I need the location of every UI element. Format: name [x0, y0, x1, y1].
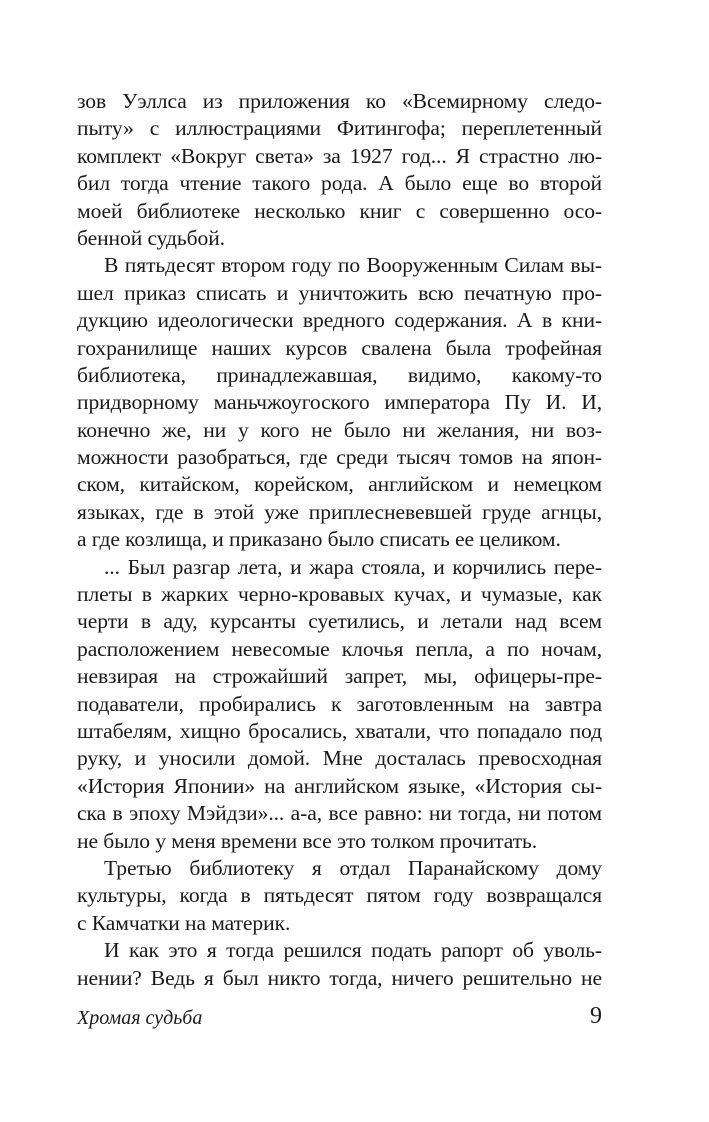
text-line: комплект «Вокруг света» за 1927 год... Я страстно лю- [77, 143, 602, 168]
text-line: черти в аду, курсанты суетились, и летали над всем [77, 609, 602, 634]
text-line: придворному маньчжоугоского императора Пу И. И, [77, 390, 602, 415]
text-line: Третью библиотеку я отдал Паранайскому дому [104, 855, 602, 880]
paragraph-4 [77, 855, 602, 937]
text-line: бил тогда чтение такого рода. А было еще во второй [77, 171, 602, 196]
text-line: невзирая на строжайший запрет, мы, офицеры-пре- [77, 664, 602, 689]
text-line: руку, и уносили домой. Мне досталась превосходная [77, 746, 602, 771]
paragraph-1 [77, 88, 602, 252]
paragraph-2 [77, 252, 602, 553]
text-line: бенной судьбой. [77, 225, 225, 250]
text-line: моей библиотеке несколько книг с совершенно осо- [77, 198, 602, 223]
text-line: ском, китайском, корейском, английском и немецком [77, 472, 602, 497]
paragraph-3 [77, 554, 602, 855]
text-line: гохранилище наших курсов свалена была трофейная [77, 335, 602, 360]
text-line: дукцию идеологически вредного содержания. А в кни- [77, 308, 602, 333]
text-line: «История Японии» на английском языке, «История сы- [77, 773, 602, 798]
text-line: подаватели, пробирались к заготовленным на завтра [77, 691, 602, 716]
text-line: зов Уэллса из приложения ко «Всемирному следо- [77, 89, 602, 113]
text-line: нении? Ведь я был никто тогда, ничего решительно не [77, 965, 602, 990]
text-line: расположением невесомые клочья пепла, а по ночам, [77, 636, 602, 661]
text-line: конечно же, ни у кого не было ни желания, ни воз- [77, 417, 602, 442]
text-line: культуры, когда в пятьдесят пятом году возвращался [77, 883, 602, 908]
paragraph-5 [77, 937, 602, 992]
text-line: языках, где в этой уже приплесневевшей груде агнцы, [77, 499, 602, 524]
text-line: не было у меня времени все это толком прочитать. [77, 828, 538, 853]
text-line: ... Был разгар лета, и жара стояла, и корчились пере- [104, 554, 602, 579]
text-line: плеты в жарких черно-кровавых кучах, и чумазые, как [77, 582, 602, 607]
text-line: а где козлища, и приказано было списать ее целиком. [77, 527, 561, 552]
text-line: библиотека, принадлежавшая, видимо, какому-то [77, 362, 602, 387]
text-line: И как это я тогда решился подать рапорт об уволь- [104, 938, 602, 963]
text-line: пыту» с иллюстрациями Фитингофа; переплетенный [77, 116, 602, 141]
body-text [77, 88, 602, 992]
text-line: шел приказ списать и уничтожить всю печатную про- [77, 280, 602, 305]
text-line: В пятьдесят втором году по Вооруженным Силам вы- [104, 253, 602, 278]
text-line: штабелям, хищно бросались, хватали, что попадало под [77, 718, 602, 743]
page-number: 9 [590, 1003, 602, 1029]
running-title: Хромая судьба [77, 1007, 203, 1029]
page-footer [77, 1003, 602, 1035]
text-line: можности разобраться, где среди тысяч томов на япон- [77, 445, 602, 470]
text-line: с Камчатки на материк. [77, 910, 291, 935]
text-line: ска в эпоху Мэйдзи»... а-а, все равно: ни тогда, ни потом [77, 801, 602, 826]
